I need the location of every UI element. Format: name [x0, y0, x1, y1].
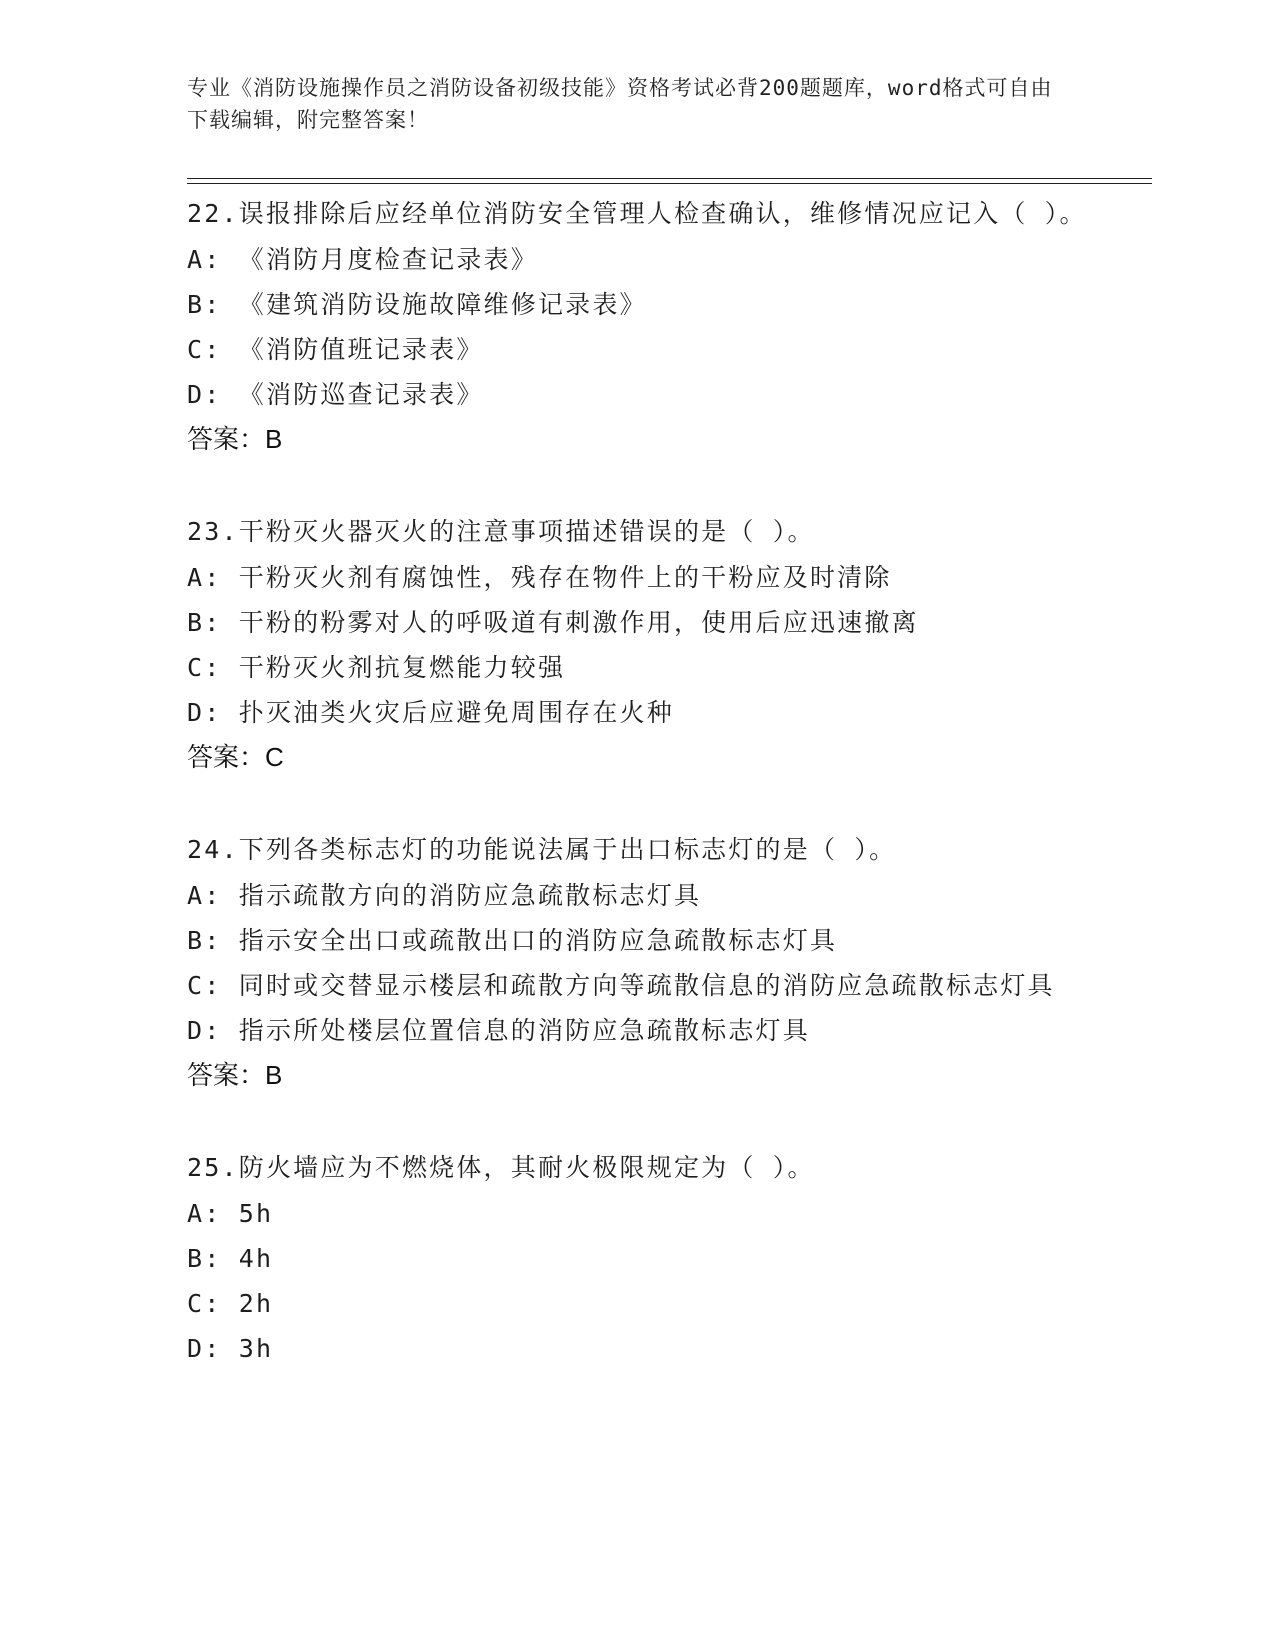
answer-label: 答案：C — [187, 742, 284, 772]
answer-label: 答案：B — [187, 1060, 283, 1090]
question-stem: 24.下列各类标志灯的功能说法属于出口标志灯的是（ ）。 — [187, 835, 897, 864]
option-b: B: 4h — [187, 1244, 274, 1273]
option-b: B: 指示安全出口或疏散出口的消防应急疏散标志灯具 — [187, 926, 838, 955]
option-d: D: 指示所处楼层位置信息的消防应急疏散标志灯具 — [187, 1016, 810, 1045]
option-d: D: 3h — [187, 1334, 274, 1363]
option-a: A: 《消防月度检查记录表》 — [187, 245, 538, 274]
question-stem: 22.误报排除后应经单位消防安全管理人检查确认，维修情况应记入（ ）。 — [187, 199, 1087, 228]
option-a: A: 5h — [187, 1199, 274, 1228]
option-b: B: 干粉的粉雾对人的呼吸道有刺激作用，使用后应迅速撤离 — [187, 608, 919, 637]
option-d: D: 扑灭油类火灾后应避免周围存在火种 — [187, 698, 674, 727]
option-c: C: 同时或交替显示楼层和疏散方向等疏散信息的消防应急疏散标志灯具 — [187, 971, 1055, 1000]
question-24 — [187, 826, 1087, 1098]
question-list — [187, 190, 1087, 1417]
answer-label: 答案：B — [187, 424, 283, 454]
question-25 — [187, 1144, 1087, 1371]
option-c: C: 干粉灭火剂抗复燃能力较强 — [187, 653, 566, 682]
question-stem: 23.干粉灭火器灭火的注意事项描述错误的是（ ）。 — [187, 517, 815, 546]
option-c: C: 2h — [187, 1289, 274, 1318]
document-header: 专业《消防设施操作员之消防设备初级技能》资格考试必背200题题库，word格式可自由下载编辑，附完整答案！ — [187, 76, 1053, 132]
question-stem: 25.防火墙应为不燃烧体，其耐火极限规定为（ ）。 — [187, 1153, 815, 1182]
header-divider-top — [187, 178, 1152, 179]
question-22 — [187, 190, 1087, 462]
option-b: B: 《建筑消防设施故障维修记录表》 — [187, 290, 647, 319]
option-a: A: 干粉灭火剂有腐蚀性，残存在物件上的干粉应及时清除 — [187, 563, 892, 592]
question-23 — [187, 508, 1087, 780]
option-c: C: 《消防值班记录表》 — [187, 335, 484, 364]
header-divider-bottom — [187, 183, 1152, 184]
option-a: A: 指示疏散方向的消防应急疏散标志灯具 — [187, 881, 702, 910]
option-d: D: 《消防巡查记录表》 — [187, 380, 484, 409]
